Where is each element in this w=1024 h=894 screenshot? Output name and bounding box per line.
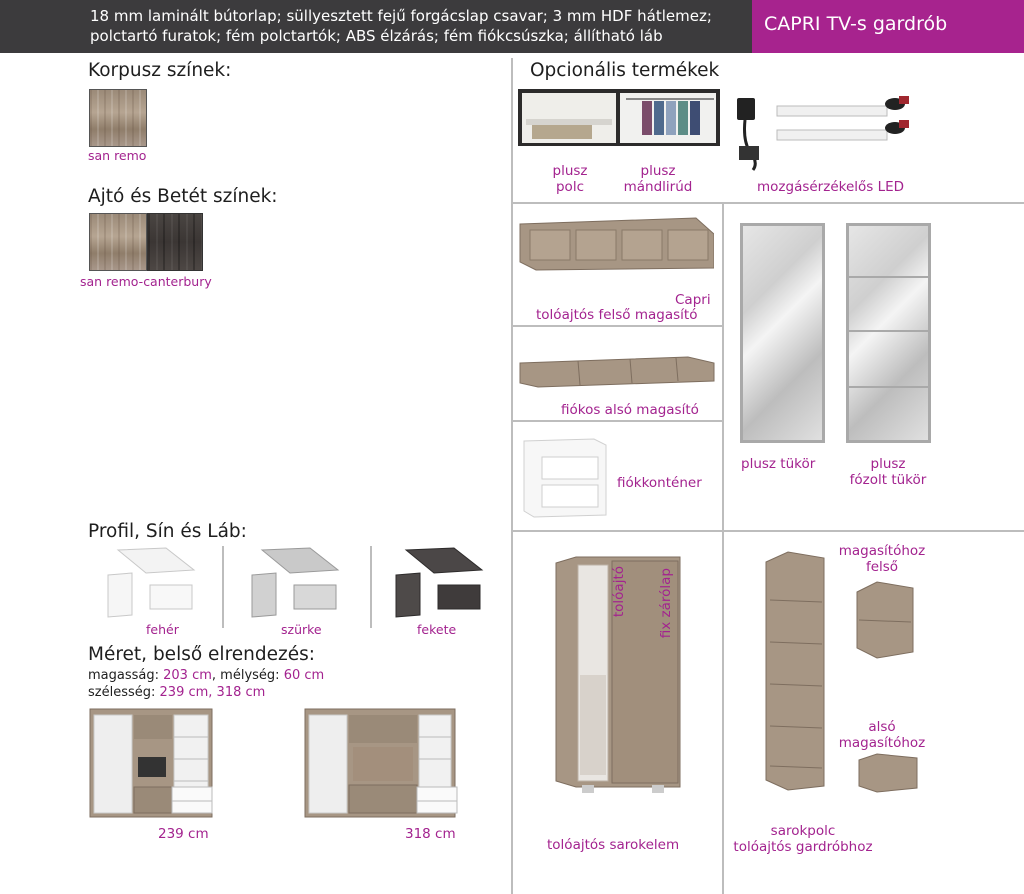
swatch-label: san remo — [88, 148, 147, 163]
profile-heading: Profil, Sín és Láb: — [88, 521, 247, 542]
drawer-extension-image — [518, 355, 716, 389]
profile-option-black: fekete — [417, 622, 457, 637]
spec-line-1: 18 mm laminált bútorlap; süllyesztett fejű forgácslap csavar; 3 mm HDF hátlemez; — [90, 7, 712, 25]
column-divider — [722, 202, 724, 894]
corner-shelf-label: sarokpolc tolóajtós gardróbhoz — [733, 823, 873, 855]
drawer-container-label: fiókkonténer — [617, 475, 702, 491]
divider — [222, 546, 224, 628]
lower-corner-piece-image — [855, 752, 921, 794]
body-colors-heading: Korpusz színek: — [88, 60, 232, 81]
swatch-canterbury — [147, 213, 203, 271]
swatch-label: san remo-canterbury — [80, 274, 212, 289]
shelf-and-rod-photo — [518, 89, 720, 146]
upper-corner-piece-image — [853, 580, 917, 660]
corner-element-label: tolóajtós sarokelem — [547, 837, 680, 853]
row-divider — [513, 202, 1024, 204]
extra-mirror-label: plusz tükör — [741, 456, 816, 472]
sliding-door-tag: tolóajtó — [611, 566, 627, 618]
door-colors-heading: Ajtó és Betét színek: — [88, 186, 278, 207]
profile-option-white: fehér — [146, 622, 179, 637]
top-extension-label-2: tolóajtós felső magasító — [536, 307, 698, 323]
profile-white-image — [106, 545, 201, 620]
lower-extension-label: alsó magasítóhoz — [838, 719, 926, 751]
row-divider — [513, 420, 722, 422]
extra-rod-label: plusz mándlirúd — [623, 163, 693, 195]
end-panel-tag: fix zárólap — [658, 568, 674, 639]
variant-239-label: 239 cm — [158, 826, 209, 842]
profile-black-image — [394, 545, 489, 620]
size-heading: Méret, belső elrendezés: — [88, 644, 315, 665]
extra-shelf-label: plusz polc — [552, 163, 588, 195]
product-title: CAPRI TV-s gardrób — [752, 0, 1024, 53]
spec-line-2: polctartó furatok; fém polctartók; ABS élzárás; fém fiókcsúszka; állítható láb — [90, 27, 663, 45]
jointed-mirror-label: plusz fózolt tükör — [849, 456, 927, 488]
profile-option-grey: szürke — [281, 622, 322, 637]
depth-value: 60 cm — [283, 668, 325, 683]
extra-mirror-image — [740, 223, 825, 443]
led-kit-image — [733, 90, 913, 175]
depth-label: mélység: — [220, 668, 280, 683]
height-value: 203 cm — [163, 668, 212, 683]
wardrobe-239-image — [88, 707, 216, 819]
height-depth-line: magasság: 203 cm, mélység: 60 cm — [88, 668, 325, 683]
swatch-san-remo — [89, 89, 147, 147]
wardrobe-318-image — [303, 707, 459, 819]
spec-bar — [0, 0, 752, 53]
variant-318-label: 318 cm — [405, 826, 456, 842]
row-divider — [513, 530, 1024, 532]
optional-heading: Opcionális termékek — [530, 60, 720, 81]
led-label: mozgásérzékelős LED — [757, 179, 905, 195]
width-line — [88, 685, 265, 701]
divider — [370, 546, 372, 628]
upper-extension-label: magasítóhoz felső — [838, 543, 926, 575]
top-extension-label-1: Capri — [675, 292, 711, 308]
drawer-container-image — [518, 437, 610, 519]
column-divider — [511, 58, 513, 894]
jointed-mirror-image — [846, 223, 931, 443]
swatch-san-remo-door — [89, 213, 147, 271]
profile-grey-image — [250, 545, 345, 620]
top-extension-image — [518, 214, 714, 272]
drawer-extension-label: fiókos alsó magasító — [561, 402, 699, 418]
row-divider — [513, 325, 722, 327]
corner-shelf-image — [762, 550, 828, 792]
width-value: 239 cm, 318 cm — [159, 685, 266, 700]
width-label: szélesség: — [88, 685, 156, 700]
height-label: magasság: — [88, 668, 159, 683]
